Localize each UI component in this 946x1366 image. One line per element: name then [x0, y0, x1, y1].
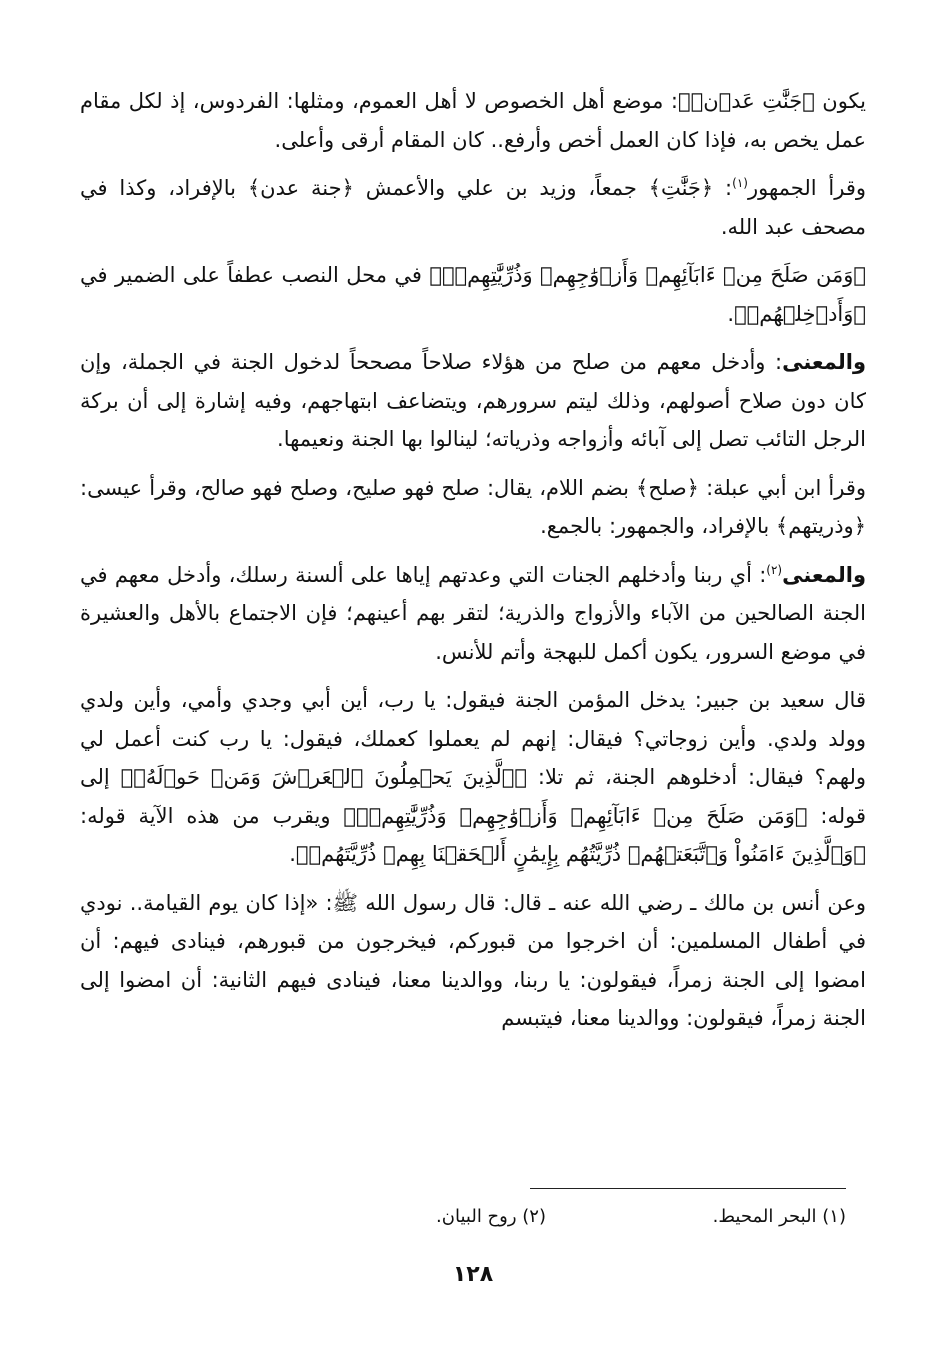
paragraph-3-text: ﴿وَمَن صَلَحَ مِنۡ ءَابَآئِهِمۡ وَأَزۡوَٰجِهِمۡ وَذُرِّيَّٰتِهِمۡۚ﴾ في محل النصب عطفاً على الضمير في ﴿وَأَدۡخِلۡهُمۡ﴾. — [80, 263, 866, 326]
paragraph-4-text: : وأدخل معهم من صلح من هؤلاء صلاحاً مصححاً لدخول الجنة في الجملة، وإن كان دون صلاح أصولهم، وذلك ليتم سرورهم، ويتضاعف ابتهاجهم، وفيه إشارة إلى أن بركة الرجل التائب تصل إلى آبائه وأزواجه وذرياته؛ لينالوا بها الجنة ونعيمها. — [80, 350, 866, 451]
paragraph-5 — [80, 469, 866, 546]
footnote-2: (٢) روح البيان. — [436, 1206, 546, 1227]
paragraph-2-text: وقرأ الجمهور — [747, 176, 867, 200]
page-number: ١٢٨ — [452, 1262, 494, 1287]
paragraph-2-rest: : ﴿جَنَّٰتِ﴾ جمعاً، وزيد بن علي والأعمش ﴿جنة عدن﴾ بالإفراد، وكذا في مصحف عبد الله. — [80, 176, 866, 239]
paragraph-8 — [80, 884, 866, 1038]
paragraph-4-lead: والمعنى — [782, 350, 866, 374]
footnote-ref-2: (٢) — [766, 562, 783, 577]
paragraph-1 — [80, 82, 866, 159]
page-body — [80, 82, 866, 1048]
paragraph-5-text: وقرأ ابن أبي عبلة: ﴿صلح﴾ بضم اللام، يقال: صلح فهو صليح، وصلح فهو صالح، وقرأ عيسى: ﴿وذريتهم﴾ بالإفراد، والجمهور: بالجمع. — [80, 475, 866, 538]
paragraph-8-text: وعن أنس بن مالك ـ رضي الله عنه ـ قال: قال رسول الله ﷺ: «إذا كان يوم القيامة.. نودي في أطفال المسلمين: أن اخرجوا من قبوركم، فيخرجون من قبورهم، فينادى فيهم: أن امضوا إلى الجنة زمراً، فيقولون: يا ربنا، ووالدينا معنا، فينادى فيهم الثانية: أن امضوا إلى الجنة زمراً، فيقولون: ووالدينا معنا، فيتبسم — [80, 890, 866, 1030]
paragraph-6 — [80, 556, 866, 672]
footnotes — [246, 1206, 846, 1236]
paragraph-1-text: يكون ﴿جَنَّٰتِ عَدۡنٖ﴾: موضع أهل الخصوص لا أهل العموم، ومثلها: الفردوس، إذ لكل مقام عمل يخص به، فإذا كان العمل أخص وأرفع.. كان المقام أرقى وأعلى. — [80, 89, 866, 152]
paragraph-2 — [80, 169, 866, 246]
footnote-1: (١) البحر المحيط. — [712, 1206, 846, 1227]
paragraph-7 — [80, 681, 866, 874]
paragraph-3 — [80, 256, 866, 333]
paragraph-7-text: قال سعيد بن جبير: يدخل المؤمن الجنة فيقول: يا رب، أين أبي وجدي وأمي، وأين ولدي وولد ولدي. وأين زوجاتي؟ فيقال: إنهم لم يعملوا كعملك، فيقول: يا رب كنت أعمل لي ولهم؟ فيقال: أدخلوهم الجنة، ثم تلا: ﴿ٱلَّذِينَ يَحۡمِلُونَ ٱلۡعَرۡشَ وَمَنۡ حَوۡلَهُۥ﴾ إلى قوله: ﴿وَمَن صَلَحَ مِنۡ ءَابَآئِهِمۡ وَأَزۡوَٰجِهِمۡ وَذُرِّيَّٰتِهِمۡۚ﴾ ويقرب من هذه الآية قوله: ﴿وَٱلَّذِينَ ءَامَنُواْ وَٱتَّبَعَتۡهُمۡ ذُرِّيَّتُهُم بِإِيمَٰنٍ أَلۡحَقۡنَا بِهِمۡ ذُرِّيَّتَهُمۡ﴾. — [80, 688, 866, 866]
paragraph-4 — [80, 343, 866, 459]
paragraph-6-text: : أي ربنا وأدخلهم الجنات التي وعدتهم إياها على ألسنة رسلك، وأدخل معهم في الجنة الصالحين من الآباء والأزواج والذرية؛ لتقر بهم أعينهم؛ فإن الاجتماع بالأهل والعشيرة في موضع السرور، يكون أكمل للبهجة وأتم للأنس. — [80, 562, 866, 664]
footnote-ref-1: (١) — [732, 176, 748, 190]
footnote-divider — [530, 1188, 846, 1189]
paragraph-6-lead: والمعنى — [782, 562, 866, 587]
